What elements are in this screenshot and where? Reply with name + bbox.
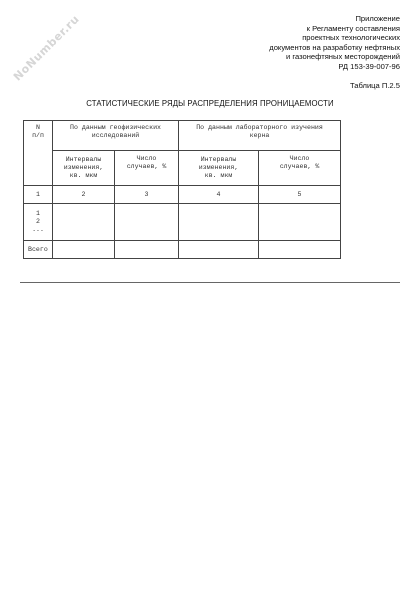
header-text: Интервалы [65, 156, 102, 163]
header-text: случаев, % [126, 163, 167, 170]
header-geo-intervals [53, 151, 115, 186]
column-number: 4 [179, 186, 259, 204]
header-geo-cases [115, 151, 179, 186]
table-row [24, 204, 341, 241]
row-number: ... [32, 226, 44, 233]
header-text: изменения, [63, 164, 104, 171]
appendix-line: к Регламенту составления [306, 23, 400, 33]
header-text: По данным геофизических [70, 124, 162, 131]
document-title: СТАТИСТИЧЕСКИЕ РЯДЫ РАСПРЕДЕЛЕНИЯ ПРОНИЦАЕМОСТИ [86, 99, 334, 108]
header-row-number [24, 121, 53, 186]
column-number: 1 [24, 186, 53, 204]
empty-cell [179, 241, 259, 259]
header-text: По данным лабораторного изучения [196, 124, 323, 131]
appendix-line: РД 153-39-007-96 [338, 61, 400, 71]
appendix-line: и газонефтяных месторождений [286, 52, 400, 62]
header-text: исследований [91, 132, 140, 139]
header-text: кв. мкм [204, 172, 233, 179]
empty-cell [53, 204, 115, 241]
row-number: 1 [36, 210, 40, 217]
header-geophysical [53, 121, 179, 151]
appendix-line: Приложение [355, 14, 400, 23]
header-text: N [36, 124, 40, 131]
appendix-line: документов на разработку нефтяных [269, 42, 400, 52]
watermark: NoNumber.ru [10, 12, 82, 84]
empty-cell [179, 204, 259, 241]
header-text: п/п [32, 132, 44, 139]
empty-cell [53, 241, 115, 259]
column-number: 5 [259, 186, 341, 204]
appendix-line: проектных технологических [302, 33, 400, 43]
table-number: Таблица П.2.5 [349, 81, 400, 90]
row-numbers [24, 204, 53, 241]
column-number: 3 [115, 186, 179, 204]
empty-cell [115, 204, 179, 241]
header-lab-intervals [179, 151, 259, 186]
total-label: Всего [24, 241, 53, 259]
empty-cell [115, 241, 179, 259]
appendix-note [200, 14, 400, 72]
total-row [24, 241, 341, 259]
page-divider [20, 282, 400, 283]
column-number: 2 [53, 186, 115, 204]
header-text: случаев, % [279, 163, 320, 170]
header-text: кв. мкм [69, 172, 98, 179]
header-laboratory [179, 121, 341, 151]
empty-cell [259, 241, 341, 259]
header-text: Число [289, 155, 310, 162]
header-text: Интервалы [200, 156, 237, 163]
header-text: Число [136, 155, 157, 162]
header-text: керна [249, 132, 270, 139]
row-number: 2 [36, 218, 40, 225]
header-text: изменения, [198, 164, 239, 171]
permeability-table [23, 120, 341, 259]
header-lab-cases [259, 151, 341, 186]
empty-cell [259, 204, 341, 241]
column-number-row [24, 186, 341, 204]
